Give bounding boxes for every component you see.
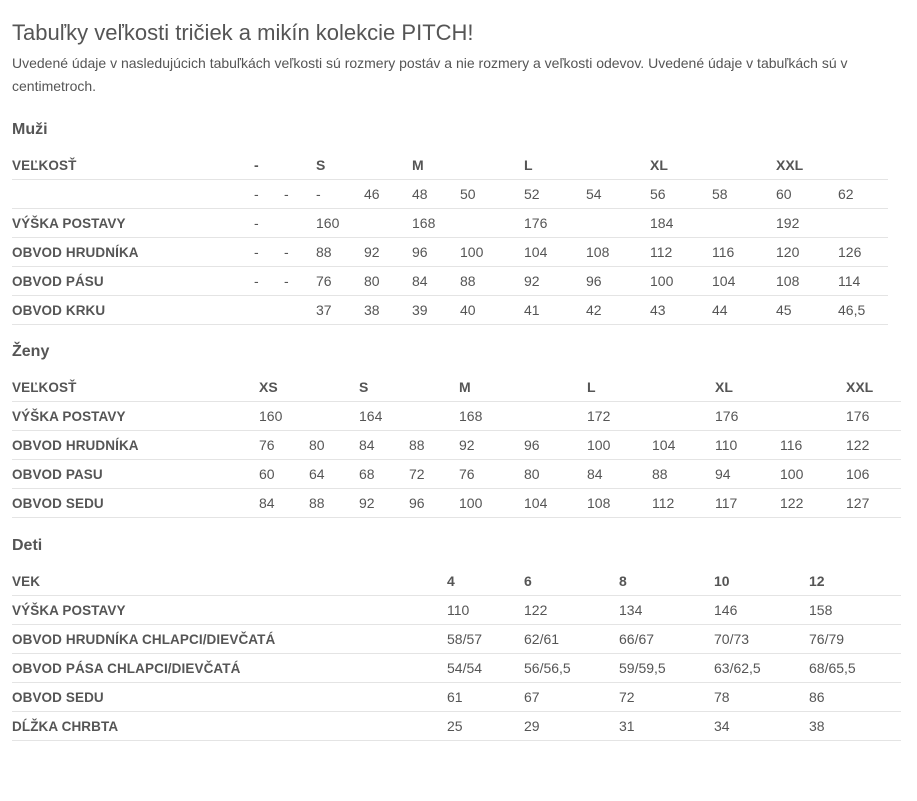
women-table-cell: 94 <box>715 460 780 489</box>
men-table-cell: 116 <box>712 238 776 267</box>
women-table-cell: 106 <box>846 460 901 489</box>
kids-table-cell: 78 <box>714 683 809 712</box>
men-table-row <box>12 180 888 209</box>
men-table-cell <box>460 209 524 238</box>
men-table-cell: - <box>254 180 284 209</box>
men-table-cell: 184 <box>650 209 712 238</box>
kids-table-cell: 122 <box>524 596 619 625</box>
women-table-cell: 160 <box>259 402 309 431</box>
men-table-cell: - <box>284 267 316 296</box>
men-table-cell <box>838 209 888 238</box>
men-table-cell: 41 <box>524 296 586 325</box>
men-table-cell: - <box>254 267 284 296</box>
men-table-cell: 112 <box>650 238 712 267</box>
men-table-cell: XXL <box>776 151 838 180</box>
kids-table-cell: 4 <box>447 567 524 596</box>
women-table-row <box>12 489 901 518</box>
men-table-cell: 76 <box>316 267 364 296</box>
men-table-cell: 96 <box>586 267 650 296</box>
men-table-cell: 45 <box>776 296 838 325</box>
men-table-cell: S <box>316 151 364 180</box>
women-table-cell: 127 <box>846 489 901 518</box>
men-table-cell: 38 <box>364 296 412 325</box>
women-row-label: VÝŠKA POSTAVY <box>12 402 259 431</box>
kids-row-label: DĹŽKA CHRBTA <box>12 712 447 741</box>
men-table-cell: 192 <box>776 209 838 238</box>
men-table-cell <box>284 209 316 238</box>
women-table-cell: L <box>587 373 652 402</box>
women-table-row <box>12 373 901 402</box>
men-table-cell: 39 <box>412 296 460 325</box>
kids-table-cell: 110 <box>447 596 524 625</box>
women-table-cell: 117 <box>715 489 780 518</box>
men-row-label: OBVOD PÁSU <box>12 267 254 296</box>
men-table-cell: 114 <box>838 267 888 296</box>
men-row-label: OBVOD KRKU <box>12 296 254 325</box>
kids-table-cell: 158 <box>809 596 901 625</box>
women-row-label: OBVOD HRUDNÍKA <box>12 431 259 460</box>
men-table-cell <box>364 151 412 180</box>
women-table-cell: 100 <box>780 460 846 489</box>
kids-table-cell: 59/59,5 <box>619 654 714 683</box>
kids-table-row <box>12 712 901 741</box>
kids-table-cell: 34 <box>714 712 809 741</box>
women-table-cell: 88 <box>409 431 459 460</box>
women-table-cell: 92 <box>359 489 409 518</box>
men-table-cell: 40 <box>460 296 524 325</box>
women-table-cell <box>524 373 587 402</box>
men-table-row <box>12 238 888 267</box>
men-row-label: OBVOD HRUDNÍKA <box>12 238 254 267</box>
men-table-cell: 80 <box>364 267 412 296</box>
kids-section-title: Deti <box>12 537 43 554</box>
men-table-cell <box>586 151 650 180</box>
women-table-cell: 104 <box>524 489 587 518</box>
men-table-cell: - <box>254 238 284 267</box>
kids-table-cell: 54/54 <box>447 654 524 683</box>
men-table-cell: 88 <box>460 267 524 296</box>
kids-table-row <box>12 683 901 712</box>
women-table-cell <box>524 402 587 431</box>
men-table-cell: 46 <box>364 180 412 209</box>
kids-table-cell: 6 <box>524 567 619 596</box>
men-table-cell: 100 <box>460 238 524 267</box>
women-table-cell: 100 <box>459 489 524 518</box>
women-size-table <box>12 373 901 518</box>
women-table-cell <box>309 402 359 431</box>
men-table-cell: 42 <box>586 296 650 325</box>
women-table-cell: 104 <box>652 431 715 460</box>
kids-table-cell: 134 <box>619 596 714 625</box>
men-table-cell: 168 <box>412 209 460 238</box>
kids-table-cell: 38 <box>809 712 901 741</box>
women-section-title: Ženy <box>12 343 50 360</box>
kids-table-cell: 66/67 <box>619 625 714 654</box>
women-table-cell: S <box>359 373 409 402</box>
women-table-cell: 108 <box>587 489 652 518</box>
kids-table-cell: 56/56,5 <box>524 654 619 683</box>
women-table-cell: 84 <box>359 431 409 460</box>
men-table-cell <box>838 151 888 180</box>
men-row-label: VÝŠKA POSTAVY <box>12 209 254 238</box>
men-table-cell: - <box>284 180 316 209</box>
women-table-cell: XS <box>259 373 309 402</box>
women-table-cell: M <box>459 373 524 402</box>
women-table-cell: 116 <box>780 431 846 460</box>
men-table-cell <box>364 209 412 238</box>
men-table-cell: 56 <box>650 180 712 209</box>
men-table-cell: L <box>524 151 586 180</box>
kids-row-label: VEK <box>12 567 447 596</box>
women-table-cell <box>652 402 715 431</box>
women-table-cell: 96 <box>409 489 459 518</box>
women-table-cell: 76 <box>259 431 309 460</box>
men-table-row <box>12 296 888 325</box>
men-table-cell: 44 <box>712 296 776 325</box>
women-table-cell: 88 <box>652 460 715 489</box>
men-table-cell: 62 <box>838 180 888 209</box>
page-title: Tabuľky veľkosti tričiek a mikín kolekcie PITCH! <box>12 20 474 45</box>
men-table-cell <box>712 209 776 238</box>
men-row-label <box>12 180 254 209</box>
men-table-cell: - <box>316 180 364 209</box>
kids-table-cell: 72 <box>619 683 714 712</box>
kids-table-cell: 58/57 <box>447 625 524 654</box>
women-table-cell: 84 <box>587 460 652 489</box>
women-row-label: VEĽKOSŤ <box>12 373 259 402</box>
kids-table-row <box>12 654 901 683</box>
men-table-cell: 52 <box>524 180 586 209</box>
men-table-cell: - <box>254 209 284 238</box>
women-table-cell <box>409 373 459 402</box>
kids-size-table <box>12 567 901 741</box>
men-table-cell: 37 <box>316 296 364 325</box>
women-table-cell: 122 <box>780 489 846 518</box>
women-table-cell: 80 <box>309 431 359 460</box>
kids-table-cell: 76/79 <box>809 625 901 654</box>
women-table-cell: 84 <box>259 489 309 518</box>
women-table-cell: 88 <box>309 489 359 518</box>
men-table-cell: 84 <box>412 267 460 296</box>
men-table-cell: 46,5 <box>838 296 888 325</box>
men-table-cell: 104 <box>524 238 586 267</box>
women-table-cell: XXL <box>846 373 901 402</box>
women-table-cell: 92 <box>459 431 524 460</box>
kids-table-row <box>12 596 901 625</box>
men-table-cell: 108 <box>776 267 838 296</box>
men-table-cell <box>254 296 284 325</box>
intro-text: Uvedené údaje v nasledujúcich tabuľkách veľkosti sú rozmery postáv a nie rozmery a veľkosti odevov. Uvedené údaje v tabuľkách sú v centimetroch. <box>12 55 848 94</box>
men-table-cell: 176 <box>524 209 586 238</box>
men-table-cell: 96 <box>412 238 460 267</box>
kids-table-row <box>12 625 901 654</box>
men-table-cell: - <box>284 238 316 267</box>
men-size-table <box>12 151 888 325</box>
women-table-cell: XL <box>715 373 780 402</box>
women-table-cell <box>409 402 459 431</box>
kids-table-cell: 86 <box>809 683 901 712</box>
men-table-cell: 120 <box>776 238 838 267</box>
women-table-row <box>12 402 901 431</box>
men-table-cell <box>460 151 524 180</box>
kids-table-cell: 70/73 <box>714 625 809 654</box>
women-table-cell <box>780 373 846 402</box>
women-table-cell: 176 <box>846 402 901 431</box>
men-table-cell: 92 <box>524 267 586 296</box>
kids-row-label: OBVOD PÁSA CHLAPCI/DIEVČATÁ <box>12 654 447 683</box>
women-table-cell: 72 <box>409 460 459 489</box>
women-table-cell: 172 <box>587 402 652 431</box>
kids-table-cell: 63/62,5 <box>714 654 809 683</box>
women-table-cell: 80 <box>524 460 587 489</box>
men-table-cell: 92 <box>364 238 412 267</box>
kids-table-cell: 68/65,5 <box>809 654 901 683</box>
women-table-cell <box>309 373 359 402</box>
kids-row-label: OBVOD SEDU <box>12 683 447 712</box>
kids-table-cell: 25 <box>447 712 524 741</box>
kids-table-cell: 67 <box>524 683 619 712</box>
men-table-cell: 88 <box>316 238 364 267</box>
kids-table-cell: 31 <box>619 712 714 741</box>
men-table-cell: 100 <box>650 267 712 296</box>
women-table-cell: 168 <box>459 402 524 431</box>
men-table-cell: 126 <box>838 238 888 267</box>
men-table-cell: 48 <box>412 180 460 209</box>
women-table-row <box>12 431 901 460</box>
women-table-cell: 96 <box>524 431 587 460</box>
women-table-row <box>12 460 901 489</box>
kids-table-cell: 62/61 <box>524 625 619 654</box>
kids-table-cell: 61 <box>447 683 524 712</box>
kids-table-cell: 10 <box>714 567 809 596</box>
women-table-cell: 68 <box>359 460 409 489</box>
women-table-cell: 110 <box>715 431 780 460</box>
men-table-cell: 160 <box>316 209 364 238</box>
men-table-cell: 108 <box>586 238 650 267</box>
kids-table-row <box>12 567 901 596</box>
women-table-cell: 64 <box>309 460 359 489</box>
women-table-cell: 76 <box>459 460 524 489</box>
kids-table-cell: 8 <box>619 567 714 596</box>
men-table-cell: 60 <box>776 180 838 209</box>
kids-table-cell: 12 <box>809 567 901 596</box>
women-table-cell <box>780 402 846 431</box>
women-row-label: OBVOD PASU <box>12 460 259 489</box>
men-table-cell: M <box>412 151 460 180</box>
men-table-row <box>12 209 888 238</box>
men-table-cell <box>284 296 316 325</box>
women-table-cell: 176 <box>715 402 780 431</box>
women-table-cell: 100 <box>587 431 652 460</box>
men-table-cell <box>712 151 776 180</box>
men-table-cell <box>586 209 650 238</box>
women-table-cell: 122 <box>846 431 901 460</box>
kids-row-label: VÝŠKA POSTAVY <box>12 596 447 625</box>
women-table-cell <box>652 373 715 402</box>
women-row-label: OBVOD SEDU <box>12 489 259 518</box>
men-row-label: VEĽKOSŤ <box>12 151 254 180</box>
men-table-cell: 43 <box>650 296 712 325</box>
men-table-cell: - <box>254 151 284 180</box>
men-section-title: Muži <box>12 121 48 138</box>
men-table-cell: 104 <box>712 267 776 296</box>
men-table-cell: 54 <box>586 180 650 209</box>
kids-table-cell: 29 <box>524 712 619 741</box>
men-table-cell <box>284 151 316 180</box>
men-table-cell: 50 <box>460 180 524 209</box>
men-table-cell: XL <box>650 151 712 180</box>
women-table-cell: 112 <box>652 489 715 518</box>
women-table-cell: 164 <box>359 402 409 431</box>
women-table-cell: 60 <box>259 460 309 489</box>
men-table-row <box>12 267 888 296</box>
kids-row-label: OBVOD HRUDNÍKA CHLAPCI/DIEVČATÁ <box>12 625 447 654</box>
kids-table-cell: 146 <box>714 596 809 625</box>
men-table-row <box>12 151 888 180</box>
men-table-cell: 58 <box>712 180 776 209</box>
